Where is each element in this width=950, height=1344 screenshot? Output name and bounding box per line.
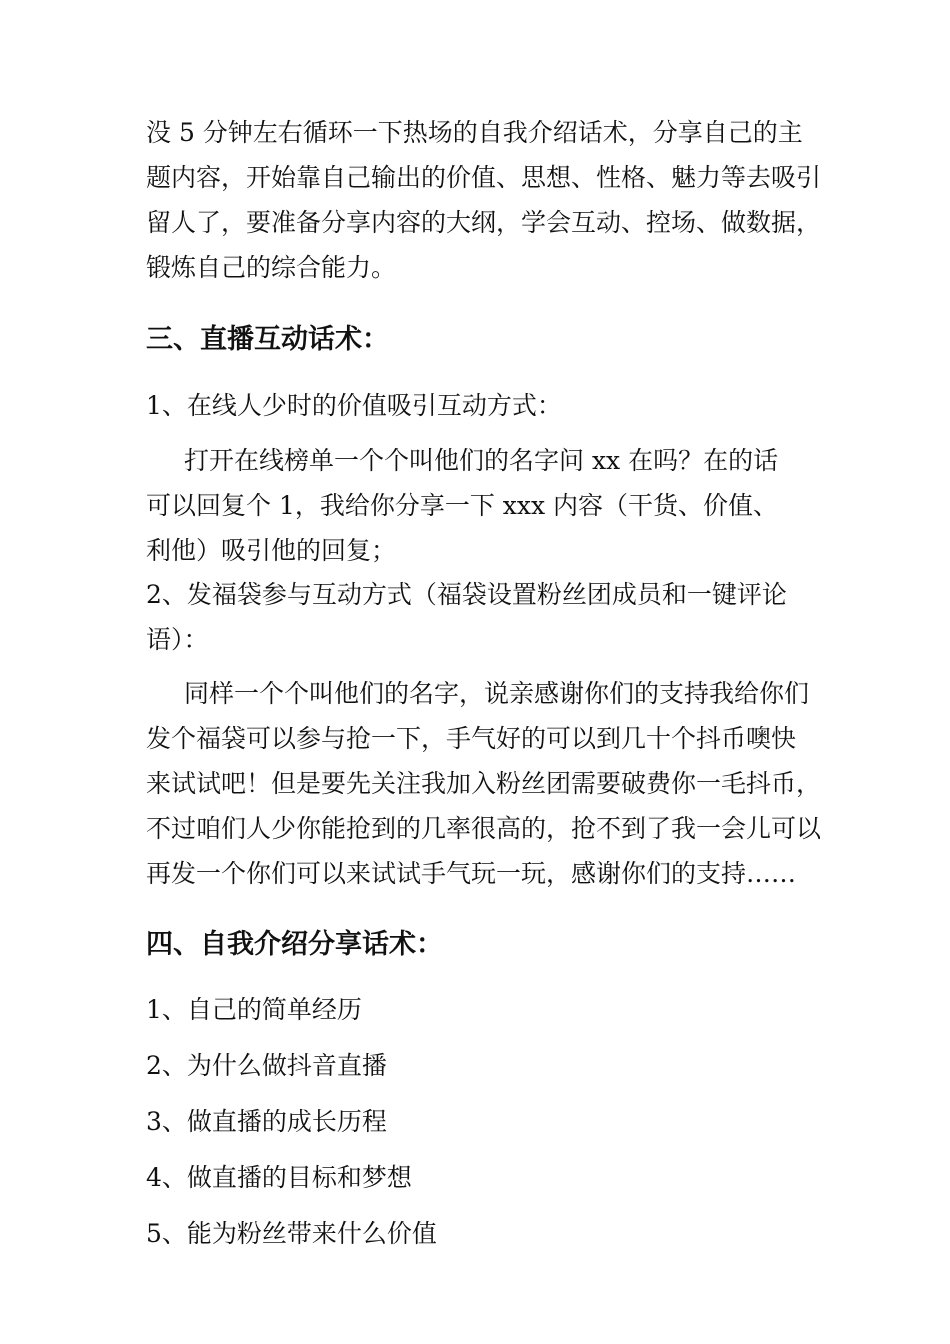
list-item: 1、自己的简单经历 <box>146 995 362 1024</box>
section-heading-4: 四、自我介绍分享话术： <box>146 929 443 960</box>
section3-item1-title: 1、在线人少时的价值吸引互动方式： <box>146 391 562 420</box>
paragraph-line: 锻炼自己的综合能力。 <box>146 253 397 282</box>
list-item: 5、能为粉丝带来什么价值 <box>146 1219 437 1248</box>
paragraph-line: 来试试吧！但是要先关注我加入粉丝团需要破费你一毛抖币， <box>146 769 822 798</box>
paragraph-line: 同样一个个叫他们的名字，说亲感谢你们的支持我给你们 <box>184 679 810 708</box>
paragraph-line: 没 5 分钟左右循环一下热场的自我介绍话术，分享自己的主 <box>146 118 803 147</box>
paragraph-line: 利他）吸引他的回复； <box>146 536 397 565</box>
paragraph-line: 发个福袋可以参与抢一下，手气好的可以到几十个抖币噢快 <box>146 724 797 753</box>
paragraph-line: 留人了，要准备分享内容的大纲，学会互动、控场、做数据， <box>146 208 822 237</box>
paragraph-line: 题内容，开始靠自己输出的价值、思想、性格、魅力等去吸引 <box>146 163 822 192</box>
paragraph-line: 语）： <box>146 625 209 654</box>
list-item: 4、做直播的目标和梦想 <box>146 1163 412 1192</box>
list-item: 2、为什么做抖音直播 <box>146 1051 387 1080</box>
paragraph-line: 再发一个你们可以来试试手气玩一玩，感谢你们的支持…… <box>146 859 797 888</box>
paragraph-line: 打开在线榜单一个个叫他们的名字问 xx 在吗？在的话 <box>184 446 779 475</box>
section-heading-3: 三、直播互动话术： <box>146 324 389 355</box>
list-item: 3、做直播的成长历程 <box>146 1107 387 1136</box>
paragraph-line: 可以回复个 1，我给你分享一下 xxx 内容（干货、价值、 <box>146 491 779 520</box>
paragraph-line: 2、发福袋参与互动方式（福袋设置粉丝团成员和一键评论 <box>146 580 787 609</box>
paragraph-line: 不过咱们人少你能抢到的几率很高的，抢不到了我一会儿可以 <box>146 814 822 843</box>
